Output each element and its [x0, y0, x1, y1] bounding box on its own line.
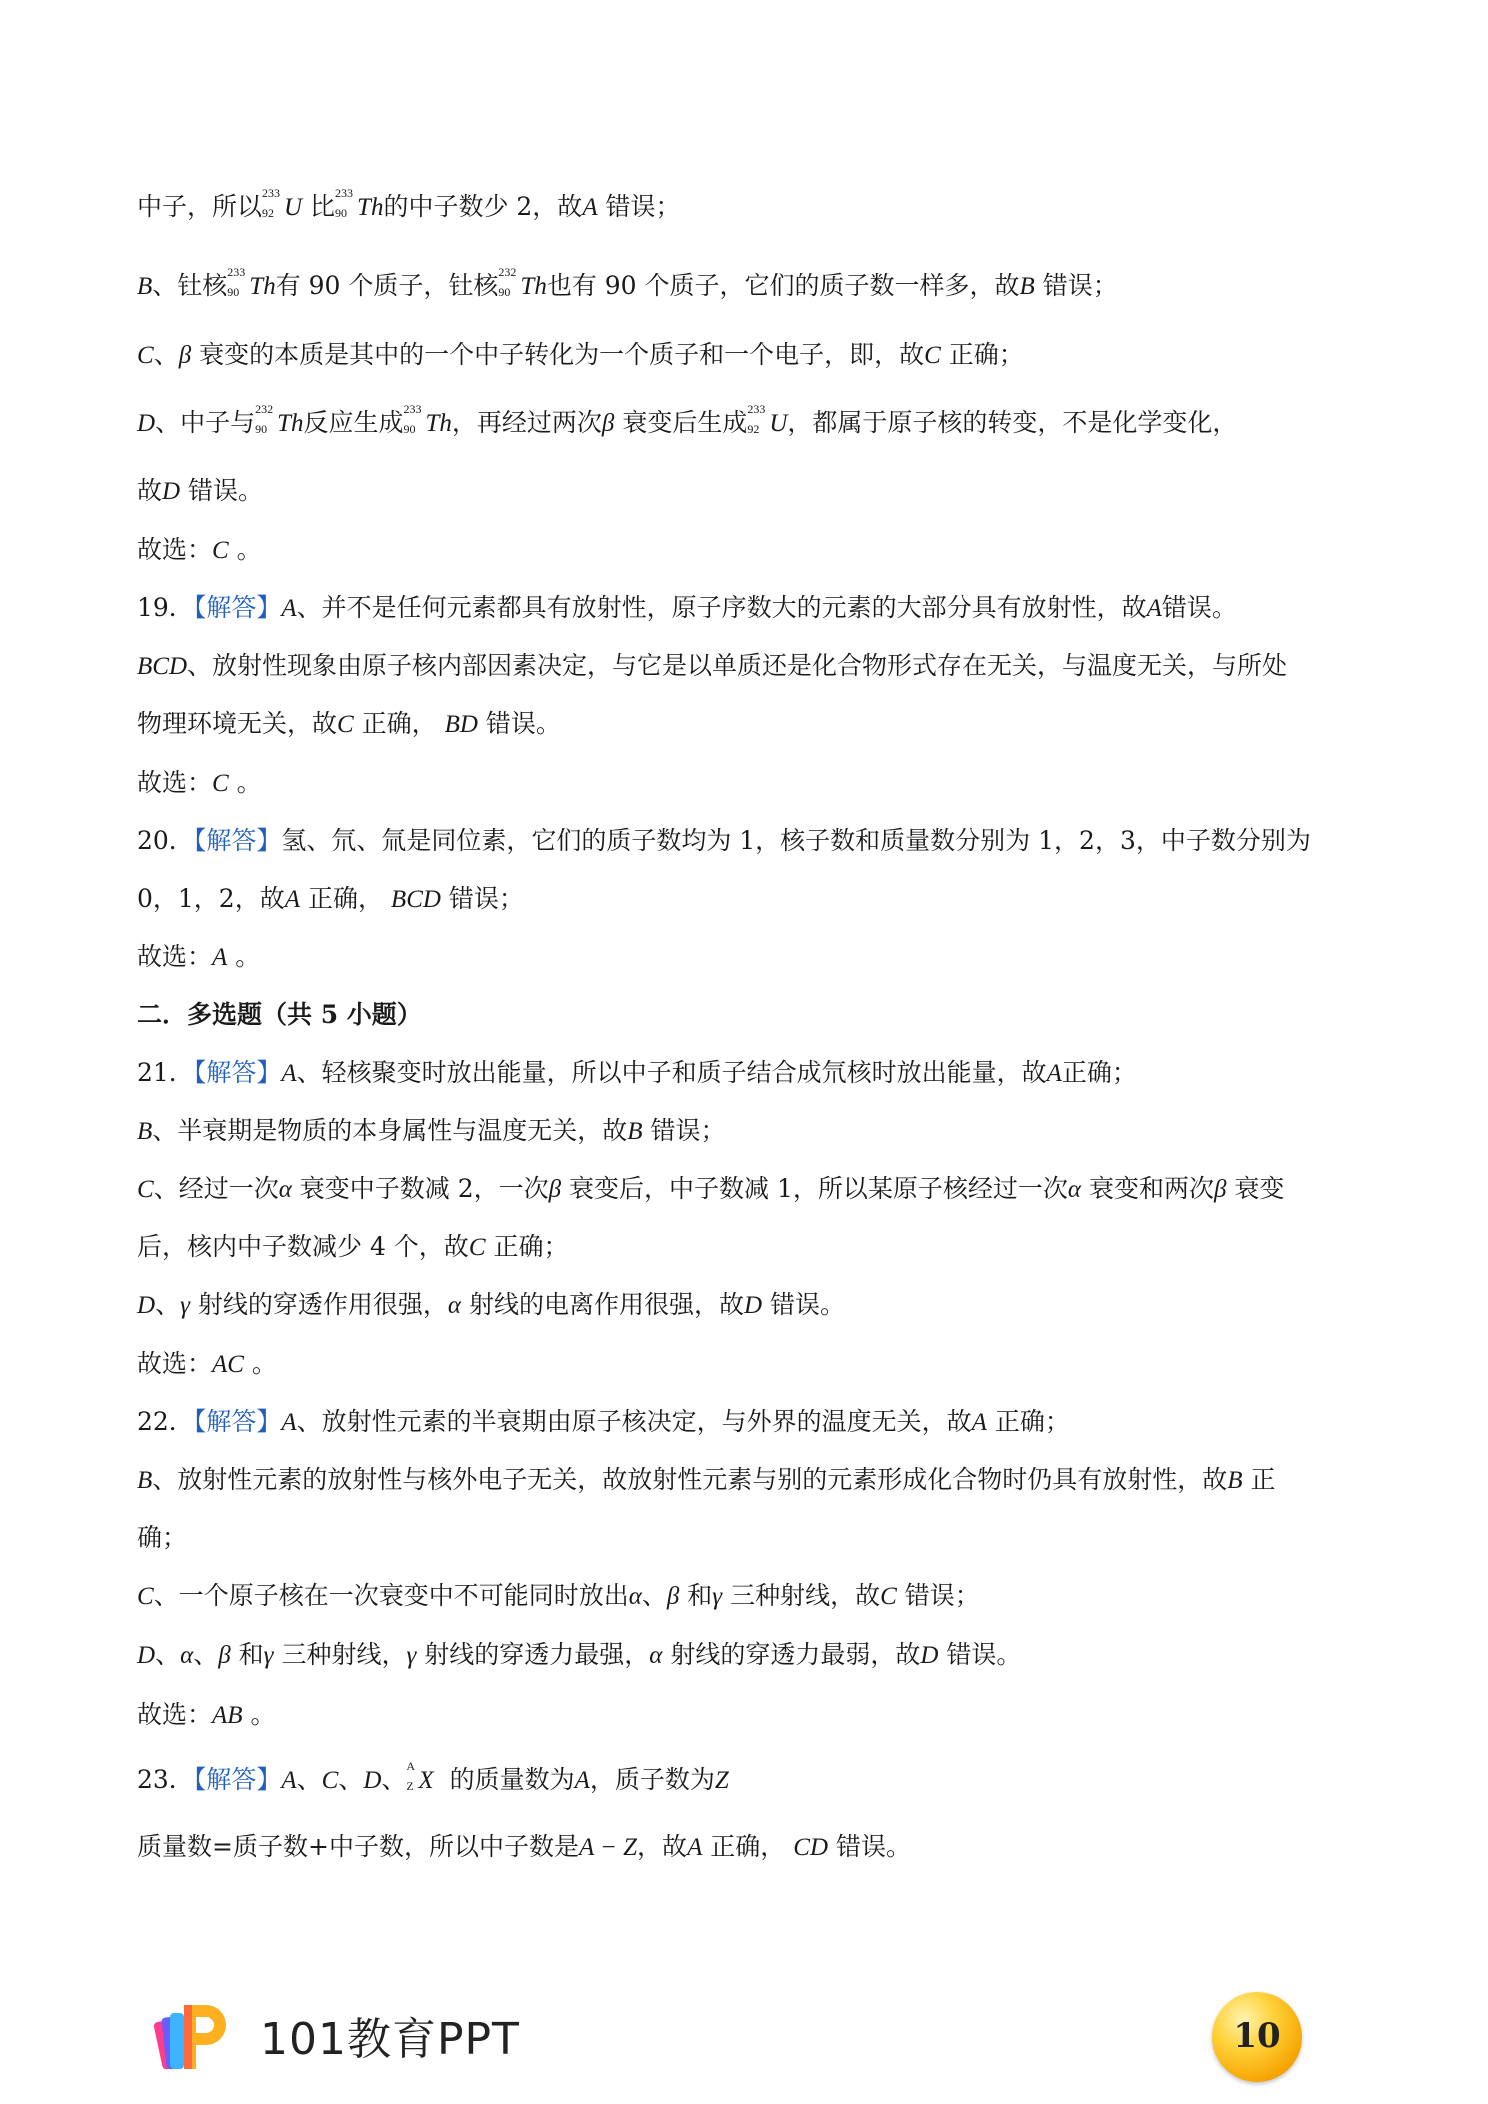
text-line	[137, 1174, 1284, 1205]
text-line	[137, 186, 681, 223]
greek-symbol: α	[180, 1642, 194, 1669]
text: ，质子数为	[589, 1765, 715, 1794]
option-letter: C	[321, 1767, 339, 1794]
text: 。	[236, 535, 262, 564]
option-letter: A	[281, 595, 297, 622]
text: ，都属于原子核的转变，不是化学变化，	[787, 408, 1238, 437]
question-number: 19．	[137, 593, 194, 622]
text-line	[137, 709, 561, 740]
text: 的质量数为	[449, 1765, 575, 1794]
section-heading	[137, 1000, 422, 1030]
element-symbol: Th	[249, 273, 276, 300]
greek-symbol: β	[178, 342, 192, 369]
greek-symbol: β	[1214, 1176, 1227, 1203]
text: 、钍核	[152, 271, 228, 300]
element-symbol: Th	[277, 410, 304, 437]
option-letter: A	[284, 886, 300, 913]
option-letter: D	[744, 1292, 763, 1319]
text: 、放射性现象由原子核内部因素决定，与它是以单质还是化合物形式存在无关，与温度无关，与所处	[187, 651, 1288, 680]
text: 正确；	[948, 340, 1024, 369]
answer-tag: 【解答】	[193, 1407, 282, 1436]
answer-value: AC	[212, 1351, 244, 1378]
page-number-badge	[1212, 1992, 1302, 2082]
text: 故选：	[137, 942, 213, 971]
answer-value: AB	[212, 1702, 243, 1729]
page-number: 10	[1233, 2016, 1281, 2056]
atomic-number: 90	[498, 285, 511, 299]
text-line	[137, 1523, 187, 1553]
text-line	[137, 1465, 1276, 1496]
option-letter: B	[627, 1118, 643, 1145]
option-letter: D	[137, 410, 156, 437]
greek-symbol: β	[548, 1176, 562, 1203]
nuclide-generic	[406, 1759, 434, 1796]
answer-tag: 【解答】	[193, 1765, 282, 1794]
text: 、经过一次	[153, 1174, 279, 1203]
option-letter: C	[137, 1583, 154, 1610]
question-number: 22．	[137, 1407, 194, 1436]
answer-value: C	[212, 770, 229, 797]
option-letter: A	[582, 194, 598, 221]
question-23	[137, 1759, 729, 1796]
text: 、	[155, 1640, 181, 1669]
text: 正确，	[710, 1832, 786, 1861]
text: 错误；	[448, 884, 524, 913]
option-letter: A	[971, 1409, 987, 1436]
text: 、并不是任何元素都具有放射性，原子序数大的元素的大部分具有放射性，故	[296, 593, 1147, 622]
atomic-number: Z	[406, 1779, 414, 1793]
text: 衰变	[1234, 1174, 1285, 1203]
greek-symbol: α	[278, 1176, 292, 1203]
option-letter: D	[363, 1767, 382, 1794]
expression: A − Z	[578, 1834, 638, 1861]
option-letter: A	[281, 1767, 297, 1794]
question-19	[137, 593, 1237, 624]
text: 三种射线，故	[730, 1581, 881, 1610]
option-letter: A	[687, 1834, 703, 1861]
option-letter: C	[468, 1234, 486, 1261]
text: 正确；	[994, 1407, 1070, 1436]
text: 衰变后生成	[622, 408, 748, 437]
greek-symbol: β	[218, 1642, 231, 1669]
section-title: 二．多选题（共 5 小题）	[137, 1000, 422, 1029]
text-line	[137, 340, 1024, 371]
text: 也有 90 个质子，它们的质子数一样多，故	[546, 271, 1020, 300]
text: 0，1，2，故	[137, 884, 285, 913]
option-letter: A	[281, 1409, 297, 1436]
text: 。	[235, 942, 261, 971]
option-letter: D	[137, 1642, 156, 1669]
text: 的中子数少 2，故	[383, 192, 583, 221]
option-letter: C	[880, 1583, 897, 1610]
option-letter: A	[281, 1060, 297, 1087]
text: 错误；	[1042, 271, 1118, 300]
answer-value: A	[212, 944, 228, 971]
text: 射线的穿透作用很强，	[197, 1290, 448, 1319]
option-letter: B	[1227, 1467, 1243, 1494]
text: 三种射线，	[281, 1640, 407, 1669]
nuclide-th233	[227, 265, 276, 302]
text: 错误。	[485, 709, 561, 738]
option-letter: B	[137, 1118, 153, 1145]
text: 、半衰期是物质的本身属性与温度无关，故	[152, 1116, 628, 1145]
logo-text: 101教育PPT	[260, 2014, 520, 2065]
option-letter: A	[1146, 595, 1162, 622]
nuclide-th232	[255, 402, 304, 439]
option-letter: B	[1019, 273, 1035, 300]
text: 比	[310, 192, 336, 221]
text: 氢、氘、氚是同位素，它们的质子数均为 1，核子数和质量数分别为 1，2，3，中子数分别为	[281, 826, 1311, 855]
option-letter: A	[1046, 1060, 1062, 1087]
plus-sign: +	[307, 1832, 329, 1861]
question-20	[137, 826, 1311, 856]
text: 正	[1250, 1465, 1276, 1494]
text: 衰变后，中子数减 1，所以某原子核经过一次	[569, 1174, 1068, 1203]
text: 故选：	[137, 535, 213, 564]
text: 射线的穿透力最弱，故	[670, 1640, 921, 1669]
text: 错误。	[770, 1290, 846, 1319]
option-letter: C	[137, 342, 154, 369]
text-line	[137, 1832, 911, 1863]
question-number: 20．	[137, 826, 194, 855]
text: 、	[153, 340, 179, 369]
atomic-number: 90	[255, 422, 268, 436]
answer-line	[137, 768, 262, 799]
text: 、中子与	[155, 408, 256, 437]
atomic-number: 92	[747, 422, 760, 436]
text: 中子数，所以中子数是	[328, 1832, 579, 1861]
atomic-number: 90	[227, 285, 240, 299]
text: 和	[687, 1581, 713, 1610]
text: 、	[296, 1765, 322, 1794]
text: 错误。	[835, 1832, 911, 1861]
greek-symbol: γ	[712, 1583, 723, 1610]
option-letter: B	[137, 1467, 153, 1494]
text-line	[137, 1290, 845, 1321]
text: 错误。	[946, 1640, 1022, 1669]
text-line	[137, 1116, 726, 1147]
element-symbol: Th	[357, 194, 384, 221]
text: 衰变中子数减 2，一次	[299, 1174, 549, 1203]
variable: Z	[714, 1767, 729, 1794]
text: 故选：	[137, 1349, 213, 1378]
option-letter: C	[137, 1176, 154, 1203]
option-letter: D	[162, 478, 181, 505]
text: 反应生成	[303, 408, 404, 437]
mass-number: 232	[498, 265, 517, 279]
text: 故选：	[137, 1700, 213, 1729]
greek-symbol: α	[1067, 1176, 1082, 1203]
text: 、	[381, 1765, 407, 1794]
atomic-number: 90	[403, 422, 416, 436]
nuclide-th233	[335, 186, 384, 223]
mass-number: 233	[227, 265, 246, 279]
text: 故选：	[137, 768, 213, 797]
mass-number: 233	[335, 186, 354, 200]
greek-symbol: γ	[406, 1642, 417, 1669]
text: 故	[137, 476, 163, 505]
text: 射线的穿透力最强，	[424, 1640, 650, 1669]
greek-symbol: β	[601, 410, 615, 437]
text: 射线的电离作用很强，故	[468, 1290, 744, 1319]
element-symbol: Th	[520, 273, 547, 300]
option-letter: BD	[444, 711, 478, 738]
nuclide-u233	[262, 186, 303, 223]
mass-number: 232	[255, 402, 274, 416]
text: 有 90 个质子，钍核	[275, 271, 499, 300]
variable: A	[574, 1767, 590, 1794]
text: 确；	[137, 1523, 188, 1552]
question-number: 23．	[137, 1765, 194, 1794]
option-letter: CD	[793, 1834, 828, 1861]
element-symbol: Th	[425, 410, 452, 437]
text-line	[137, 402, 1238, 439]
text: 错误。	[188, 476, 264, 505]
greek-symbol: γ	[263, 1642, 274, 1669]
text: 正确，	[361, 709, 437, 738]
answer-line	[137, 535, 262, 566]
text: 、轻核聚变时放出能量，所以中子和质子结合成氘核时放出能量，故	[296, 1058, 1047, 1087]
mass-number: A	[406, 1759, 416, 1773]
greek-symbol: α	[447, 1292, 462, 1319]
nuclide-th233	[403, 402, 452, 439]
text: 错误；	[605, 192, 681, 221]
text: 中子，所以	[137, 192, 263, 221]
element-symbol: U	[769, 410, 788, 437]
text-line	[137, 1581, 980, 1612]
text: 正确；	[1061, 1058, 1137, 1087]
mass-number: 233	[403, 402, 422, 416]
text: 、放射性元素的放射性与核外电子无关，故放射性元素与别的元素形成化合物时仍具有放射性，故	[152, 1465, 1228, 1494]
option-letter: D	[137, 1292, 156, 1319]
text: 后，核内中子数减少 4 个，故	[137, 1232, 469, 1261]
question-22	[137, 1407, 1070, 1438]
text: 正确，	[307, 884, 383, 913]
option-letter: B	[137, 273, 153, 300]
text: 、	[155, 1290, 181, 1319]
option-letter: C	[924, 342, 941, 369]
question-number: 21．	[137, 1058, 194, 1087]
nuclide-th232	[498, 265, 547, 302]
mass-number: 233	[262, 186, 281, 200]
answer-value: C	[212, 537, 229, 564]
text: 。	[251, 1349, 277, 1378]
greek-symbol: β	[666, 1583, 680, 1610]
text: 、	[193, 1640, 219, 1669]
text: 错误；	[904, 1581, 980, 1610]
greek-symbol: α	[649, 1642, 663, 1669]
text: 衰变的本质是其中的一个中子转化为一个质子和一个电子，即，故	[199, 340, 925, 369]
text: 质量数	[137, 1832, 213, 1861]
text-line	[137, 1232, 568, 1263]
answer-tag: 【解答】	[193, 593, 282, 622]
text-line	[137, 476, 263, 507]
atomic-number: 90	[335, 206, 348, 220]
text-line	[137, 265, 1118, 302]
text: ，故	[637, 1832, 688, 1861]
logo-p-icon	[150, 1995, 250, 2075]
option-letter: BCD	[137, 653, 187, 680]
atomic-number: 92	[262, 206, 275, 220]
option-letter: C	[337, 711, 354, 738]
text-line	[137, 884, 524, 915]
text: 质子数	[232, 1832, 308, 1861]
element-symbol: U	[284, 194, 303, 221]
option-letter: BCD	[390, 886, 441, 913]
text: 错误；	[650, 1116, 726, 1145]
option-letter: D	[920, 1642, 939, 1669]
mass-number: 233	[747, 402, 766, 416]
greek-symbol: γ	[180, 1292, 190, 1319]
brand-logo	[150, 1995, 530, 2075]
text: 、放射性元素的半衰期由原子核决定，与外界的温度无关，故	[296, 1407, 972, 1436]
text: 和	[238, 1640, 264, 1669]
text: 错误。	[1161, 593, 1237, 622]
question-21	[137, 1058, 1137, 1089]
element-symbol: X	[418, 1767, 434, 1794]
text: 物理环境无关，故	[137, 709, 338, 738]
text: 、	[338, 1765, 364, 1794]
text: 、	[641, 1581, 667, 1610]
text: 、一个原子核在一次衰变中不可能同时放出	[153, 1581, 629, 1610]
nuclide-u233	[747, 402, 788, 439]
text: ，再经过两次	[451, 408, 602, 437]
answer-tag: 【解答】	[193, 826, 282, 855]
text-line	[137, 1640, 1021, 1671]
answer-line	[137, 1700, 276, 1731]
text: 衰变和两次	[1088, 1174, 1214, 1203]
text-line	[137, 651, 1287, 682]
text: 。	[250, 1700, 276, 1729]
answer-line	[137, 942, 260, 973]
greek-symbol: α	[628, 1583, 642, 1610]
answer-tag: 【解答】	[193, 1058, 282, 1087]
text: 正确；	[493, 1232, 569, 1261]
equals-sign: =	[212, 1832, 233, 1861]
text: 。	[236, 768, 262, 797]
answer-line	[137, 1349, 277, 1380]
